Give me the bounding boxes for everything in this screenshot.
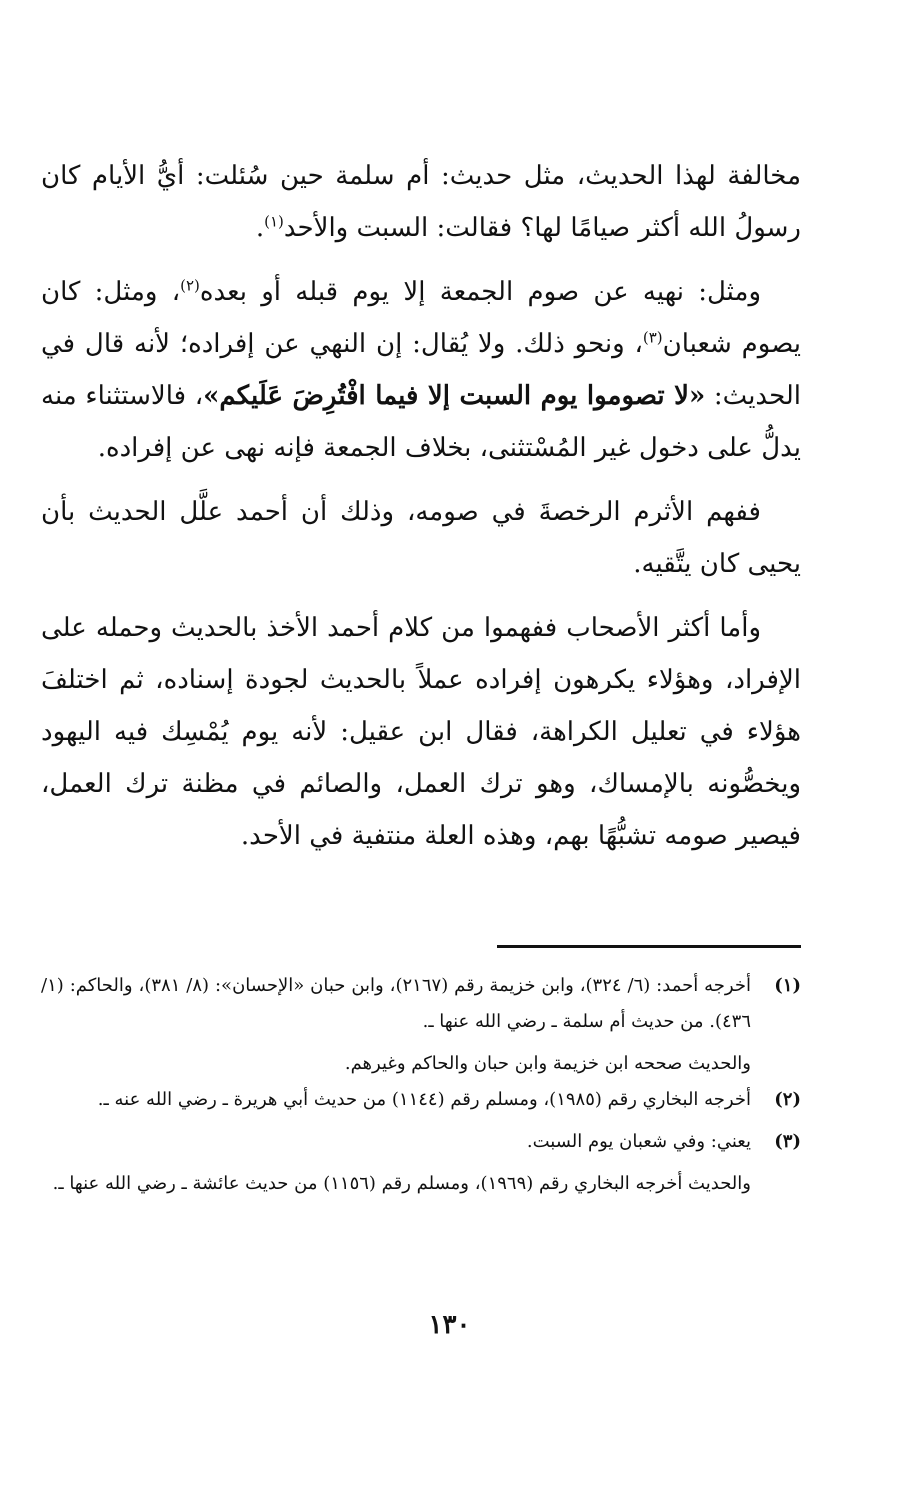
footnote-text: أخرجه أحمد: (٦/ ٣٢٤)، وابن خزيمة رقم (٢١٦٧)، وابن حبان «الإحسان»: (٨/ ٣٨١)، والحاكم: (١/ ٤٣٦). من حديث أم سلمة ـ رضي الله عنها ـ. — [41, 975, 751, 1032]
footnote-body — [41, 1124, 751, 1160]
footnote-number: (٣) — [774, 1131, 801, 1152]
footnote-text: يعني: وفي شعبان يوم السبت. — [526, 1131, 751, 1152]
paragraph-2-text-c: ، ونحو ذلك. ولا يُقال: إن النهي عن إفراده؛ لأنه قال في الحديث: — [41, 329, 802, 411]
footnote-body — [41, 1082, 751, 1118]
hadith-quote: «لا تصوموا يوم السبت إلا فيما افْتُرِضَ عَلَيكم» — [203, 381, 706, 411]
footnote-continuation: والحديث صححه ابن خزيمة وابن حبان والحاكم وغيرهم. — [344, 1053, 751, 1074]
paragraph-1-text: مخالفة لهذا الحديث، مثل حديث: أم سلمة حين سُئلت: أيُّ الأيام كان رسولُ الله أكثر صيامًا لها؟ فقالت: السبت والأحد — [41, 161, 801, 243]
footnote-ref-2: (٢) — [180, 276, 200, 295]
footnote-ref-1: (١) — [264, 212, 284, 231]
paragraph-4: وأما أكثر الأصحاب ففهموا من كلام أحمد الأخذ بالحديث وحمله على الإفراد، وهؤلاء يكرهون إفراده عملاً بالحديث لجودة إسناده، ثم اختلفَ هؤلاء في تعليل الكراهة، فقال ابن عقيل: لأنه يوم يُمْسِك فيه اليهود ويخصُّونه بالإمساك، وهو ترك العمل، والصائم في مظنة ترك العمل، فيصير صومه تشبُّهًا بهم، وهذه العلة منتفية في الأحد. — [41, 613, 801, 851]
footnote-ref-3: (٣) — [642, 328, 663, 347]
paragraph-2-text-a: ومثل: نهيه عن صوم الجمعة إلا يوم قبله أو بعده — [199, 277, 761, 307]
page-number: ١٣٠ — [428, 1310, 471, 1340]
footnote-body — [41, 968, 751, 1040]
footnote-1 — [41, 968, 801, 1040]
footnotes — [41, 968, 801, 1202]
footnote-2 — [41, 1082, 801, 1118]
paragraph-1-end: . — [255, 213, 265, 243]
paragraph-2-text-b: ، ومثل: كان يصوم شعبان — [41, 277, 801, 359]
paragraph-2 — [41, 266, 801, 474]
footnote-text: أخرجه البخاري رقم (١٩٨٥)، ومسلم رقم (١١٤٤) من حديث أبي هريرة ـ رضي الله عنه ـ. — [97, 1089, 751, 1110]
paragraph-3: ففهم الأثرم الرخصةَ في صومه، وذلك أن أحمد علَّل الحديث بأن يحيى كان يتَّقيه. — [41, 497, 801, 579]
paragraph-1 — [41, 150, 801, 254]
footnote-3 — [41, 1124, 801, 1160]
main-text — [41, 150, 801, 862]
footnote-number: (٢) — [774, 1089, 801, 1110]
paragraph-2-text-d: ، فالاستثناء منه يدلُّ على دخول غير المُسْتثنى، بخلاف الجمعة فإنه نهى عن إفراده. — [41, 381, 801, 463]
footnote-number: (١) — [774, 975, 801, 996]
footnote-separator — [497, 945, 801, 948]
footnote-continuation: والحديث أخرجه البخاري رقم (١٩٦٩)، ومسلم رقم (١١٥٦) من حديث عائشة ـ رضي الله عنها ـ. — [52, 1173, 751, 1194]
